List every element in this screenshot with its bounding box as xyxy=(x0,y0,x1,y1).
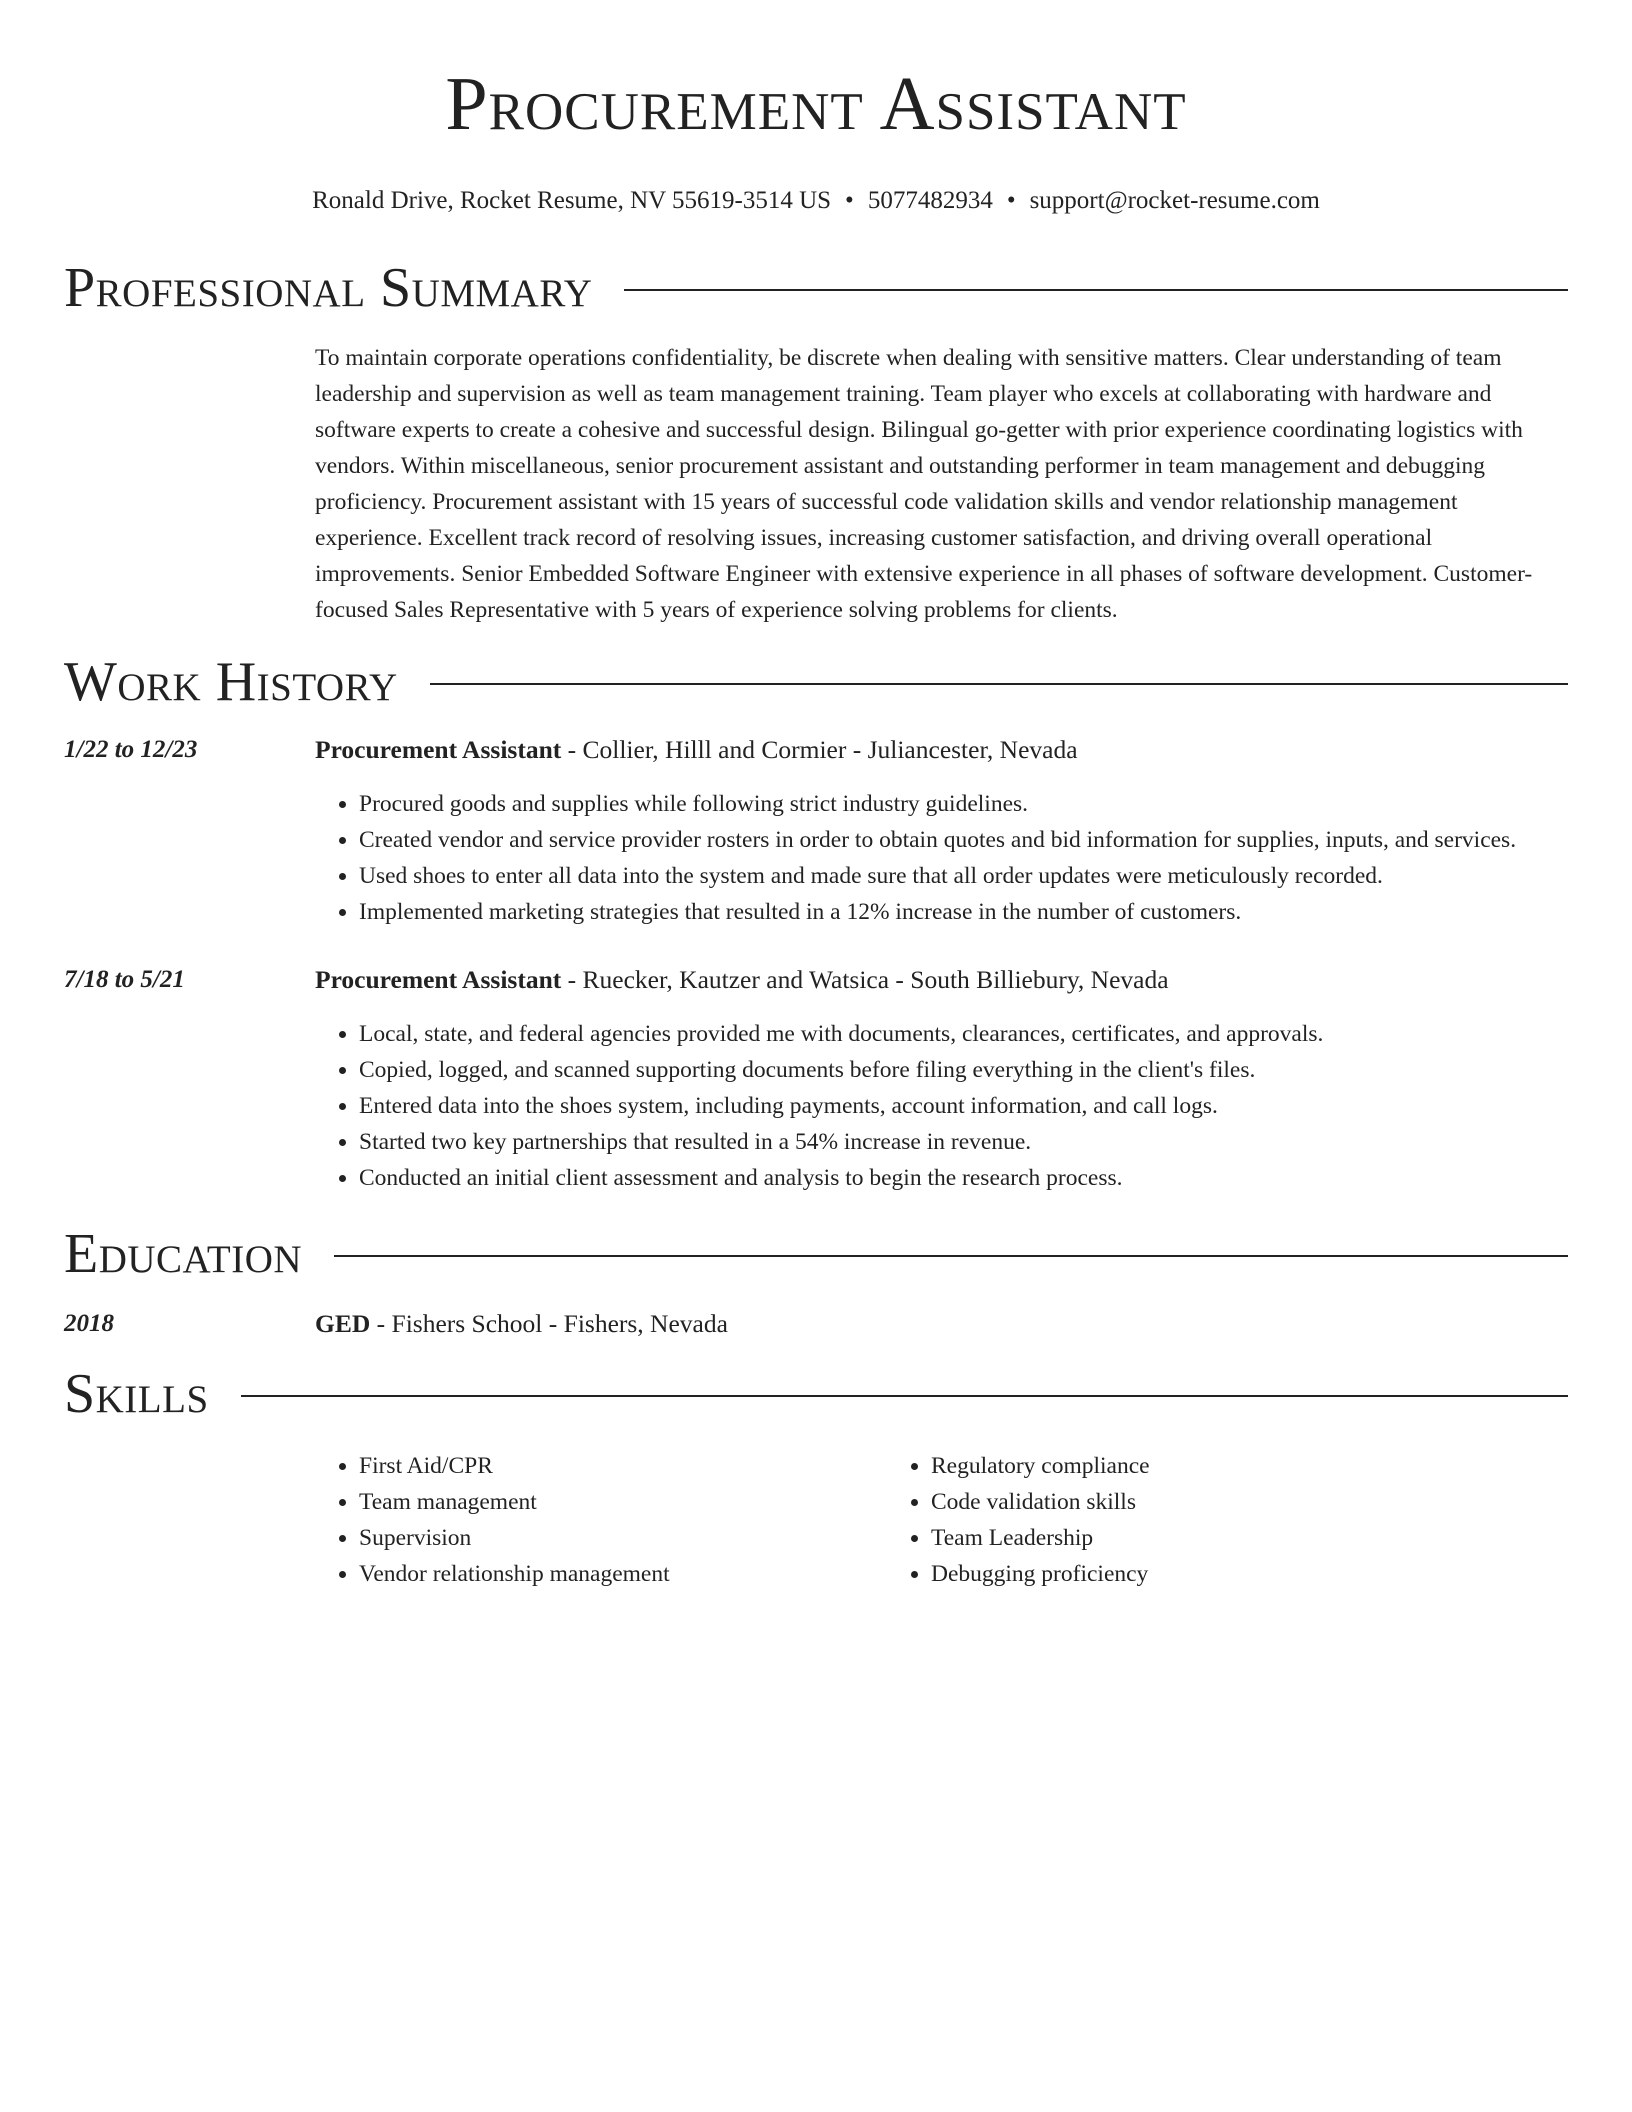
education-year: 2018 xyxy=(64,1310,114,1337)
contact-separator: • xyxy=(1006,187,1016,214)
skill-item: • Regulatory compliance xyxy=(931,1448,1150,1484)
skills-column-2 xyxy=(887,1448,1150,1592)
job-employer: - Ruecker, Kautzer and Watsica - South Billiebury, Nevada xyxy=(561,965,1169,994)
work-section-header xyxy=(64,650,1568,714)
education-line xyxy=(315,1308,1568,1340)
job-bullet: • Created vendor and service provider rosters in order to obtain quotes and bid information for supplies, inputs, and services. xyxy=(359,822,1568,858)
job-bullet: • Procured goods and supplies while following strict industry guidelines. xyxy=(359,786,1568,822)
job-dates: 7/18 to 5/21 xyxy=(64,966,185,993)
skill-item: • Vendor relationship management xyxy=(359,1556,887,1592)
section-divider xyxy=(624,289,1568,291)
skills-section-header xyxy=(64,1362,1568,1426)
contact-line xyxy=(64,186,1568,216)
education-school: - Fishers School - Fishers, Nevada xyxy=(370,1309,728,1338)
contact-email: support@rocket-resume.com xyxy=(1029,187,1320,214)
skill-item: • Supervision xyxy=(359,1520,887,1556)
job-main xyxy=(315,734,1568,930)
contact-address: Ronald Drive, Rocket Resume, NV 55619-3514 US xyxy=(312,187,832,214)
job-bullets xyxy=(315,786,1568,930)
job-bullet: • Entered data into the shoes system, including payments, account information, and call logs. xyxy=(359,1088,1568,1124)
job-entry xyxy=(64,964,1568,1196)
work-heading: Work History xyxy=(64,651,398,713)
job-title-line xyxy=(315,964,1568,996)
summary-text: To maintain corporate operations confidentiality, be discrete when dealing with sensitive matters. Clear understanding of team leadership and supervision as well as team management training. Team player who excels at collaborating with hardware and software experts to create a cohesive and successful design. Bilingual go-getter with prior experience coordinating logistics with vendors. Within miscellaneous, senior procurement assistant and outstanding performer in team management and debugging proficiency. Procurement assistant with 15 years of successful code validation skills and vendor relationship management experience. Excellent track record of resolving issues, increasing customer satisfaction, and driving overall operational improvements. Senior Embedded Software Engineer with extensive experience in all phases of software development. Customer-focused Sales Representative with 5 years of experience solving problems for clients. xyxy=(315,345,1533,623)
job-entry xyxy=(64,734,1568,930)
job-title: Procurement Assistant xyxy=(315,735,562,764)
skill-item: • First Aid/CPR xyxy=(359,1448,887,1484)
job-bullets xyxy=(315,1016,1568,1196)
skill-item: • Team management xyxy=(359,1484,887,1520)
resume-name: Procurement Assistant xyxy=(445,62,1187,146)
job-employer: - Collier, Hilll and Cormier - Juliancester, Nevada xyxy=(561,735,1078,764)
skill-item: • Code validation skills xyxy=(931,1484,1150,1520)
job-bullet: • Implemented marketing strategies that resulted in a 12% increase in the number of customers. xyxy=(359,894,1568,930)
skill-item: • Team Leadership xyxy=(931,1520,1150,1556)
job-bullet: • Local, state, and federal agencies provided me with documents, clearances, certificates, and approvals. xyxy=(359,1016,1568,1052)
job-bullet: • Used shoes to enter all data into the system and made sure that all order updates were meticulously recorded. xyxy=(359,858,1568,894)
section-divider xyxy=(334,1255,1568,1257)
education-entry xyxy=(64,1308,1568,1340)
job-bullet: • Copied, logged, and scanned supporting documents before filing everything in the client's files. xyxy=(359,1052,1568,1088)
education-heading: Education xyxy=(64,1223,303,1285)
job-bullet: • Conducted an initial client assessment and analysis to begin the research process. xyxy=(359,1160,1568,1196)
skills-grid xyxy=(315,1448,1568,1592)
skills-heading: Skills xyxy=(64,1363,209,1425)
job-dates: 1/22 to 12/23 xyxy=(64,736,198,763)
summary-heading: Professional Summary xyxy=(64,257,593,319)
section-divider xyxy=(241,1395,1568,1397)
contact-separator: • xyxy=(845,187,854,214)
education-degree: GED xyxy=(315,1309,371,1338)
contact-phone: 5077482934 xyxy=(867,187,993,214)
job-title: Procurement Assistant xyxy=(315,965,562,994)
section-divider xyxy=(430,683,1568,685)
summary-section-header xyxy=(64,256,1568,320)
skill-item: • Debugging proficiency xyxy=(931,1556,1150,1592)
education-section-header xyxy=(64,1222,1568,1286)
skills-column-1 xyxy=(315,1448,887,1592)
job-bullet: • Started two key partnerships that resulted in a 54% increase in revenue. xyxy=(359,1124,1568,1160)
job-main xyxy=(315,964,1568,1196)
job-title-line xyxy=(315,734,1568,766)
